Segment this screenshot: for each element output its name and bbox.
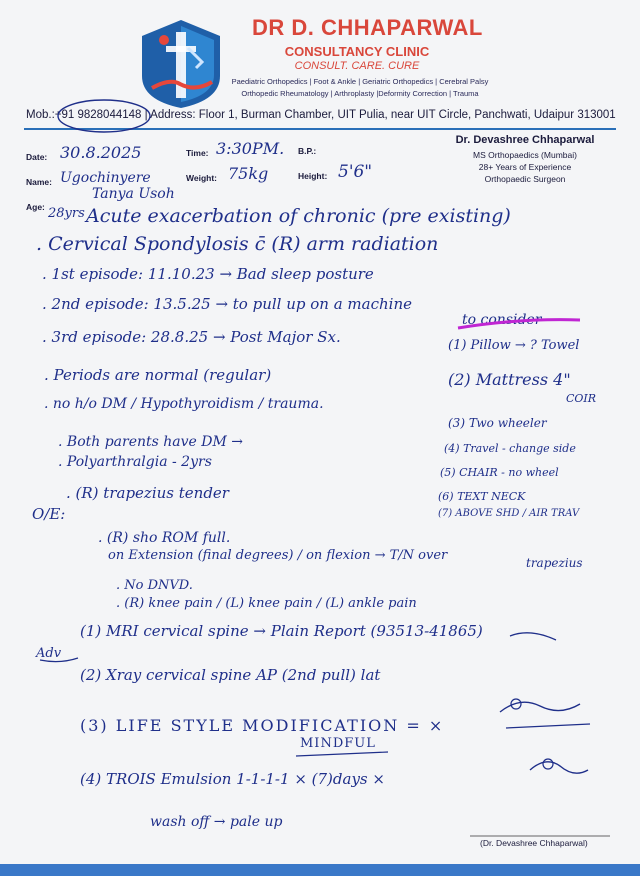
consider-item-3: (3) Two wheeler — [448, 416, 547, 430]
advice-label: Adv — [36, 646, 62, 661]
doctor-name: Dr. Devashree Chhaparwal — [455, 134, 595, 146]
footer-bar — [0, 864, 640, 876]
note-line-5: . 3rd episode: 28.8.25 → Post Major Sx. — [42, 328, 341, 346]
clinic-subtitle: CONSULTANCY CLINIC — [284, 44, 430, 59]
advice-line-3b: MINDFUL — [300, 736, 376, 751]
consider-item-1: (1) Pillow → ? Towel — [448, 338, 580, 353]
patient-name-line-1: Ugochinyere — [60, 170, 151, 186]
oe-line-2: . (R) sho ROM full. — [98, 530, 231, 546]
note-line-6: . Periods are normal (regular) — [44, 366, 272, 384]
note-line-3: . 1st episode: 11.10.23 → Bad sleep posture — [42, 265, 374, 283]
bp-label: B.P.: — [298, 146, 317, 156]
posture-sketch-3 — [510, 633, 556, 640]
doctor-role: Orthopaedic Surgeon — [484, 174, 566, 184]
phone-circle — [58, 100, 150, 132]
advice-line-2: (2) Xray cervical spine AP (2nd pull) lat — [80, 666, 381, 684]
oe-line-3b: trapezius — [526, 556, 583, 570]
advice-line-4b: wash off → pale up — [150, 814, 283, 830]
weight-label: Weight: — [186, 173, 218, 183]
note-line-9: . Polyarthralgia - 2yrs — [58, 454, 212, 470]
consider-item-5: (5) CHAIR - no wheel — [440, 466, 559, 479]
consider-title: to consider — [462, 312, 542, 328]
consider-item-2: (2) Mattress 4" — [448, 370, 571, 389]
time-label: Time: — [186, 148, 209, 158]
patient-height: 5'6" — [338, 162, 373, 182]
consider-item-4: (4) Travel - change side — [444, 442, 576, 455]
consider-item-6: (6) TEXT NECK — [438, 490, 526, 503]
oe-line-4: . No DNVD. — [116, 578, 193, 593]
name-label: Name: — [26, 177, 52, 187]
specialties-line-2: Orthopedic Rheumatology | Arthroplasty |Deformity Correction | Trauma — [241, 89, 479, 98]
posture-sketch-2 — [530, 762, 588, 773]
consider-item-7: (7) ABOVE SHD / AIR TRAV — [438, 508, 580, 519]
note-line-8: . Both parents have DM → — [58, 434, 244, 450]
doctor-degree: MS Orthopaedics (Mumbai) — [473, 150, 577, 160]
patient-weight: 75kg — [228, 164, 269, 183]
oe-line-3: on Extension (final degrees) / on flexion → T/N over — [108, 548, 448, 563]
clinic-contact: Mob.:+91 9828044148 | Address: Floor 1, Burman Chamber, UIT Pulia, near UIT Circle, Panchwati, Udaipur 313001 — [26, 109, 616, 121]
advice-line-4: (4) TROIS Emulsion 1-1-1-1 × (7)days × — [80, 770, 385, 788]
height-label: Height: — [298, 171, 328, 181]
consider-item-2b: COIR — [566, 392, 597, 405]
note-line-2: . Cervical Spondylosis c̄ (R) arm radiation — [36, 233, 439, 255]
patient-name-line-2: Tanya Usoh — [92, 186, 175, 202]
consider-highlight — [458, 320, 580, 328]
advice-line-1: (1) MRI cervical spine → Plain Report (93513-41865) — [80, 622, 483, 640]
note-line-7: . no h/o DM / Hypothyroidism / trauma. — [44, 396, 324, 412]
oe-label: O/E: — [32, 505, 66, 523]
note-line-4: . 2nd episode: 13.5.25 → to pull up on a machine — [42, 295, 412, 313]
signature-label: (Dr. Devashree Chhaparwal) — [480, 838, 588, 848]
date-label: Date: — [26, 152, 48, 162]
mindful-underline — [296, 752, 388, 756]
clinic-tagline: CONSULT. CARE. CURE — [294, 60, 420, 72]
doctor-experience: 28+ Years of Experience — [478, 162, 572, 172]
note-line-1: Acute exacerbation of chronic (pre existing) — [86, 205, 511, 227]
patient-age: 28yrs — [48, 206, 85, 221]
oe-line-1: . (R) trapezius tender — [66, 484, 229, 502]
patient-time: 3:30PM. — [216, 139, 285, 158]
advice-line-3: (3) LIFE STYLE MODIFICATION = × — [80, 716, 445, 735]
patient-date: 30.8.2025 — [60, 143, 142, 162]
age-label: Age: — [26, 202, 45, 212]
advice-underline — [40, 658, 78, 662]
oe-line-5: . (R) knee pain / (L) knee pain / (L) ankle pain — [116, 596, 417, 611]
specialties-line-1: Paediatric Orthopedics | Foot & Ankle | Geriatric Orthopedics | Cerebral Palsy — [231, 77, 489, 86]
clinic-name: DR D. CHHAPARWAL — [252, 15, 483, 40]
